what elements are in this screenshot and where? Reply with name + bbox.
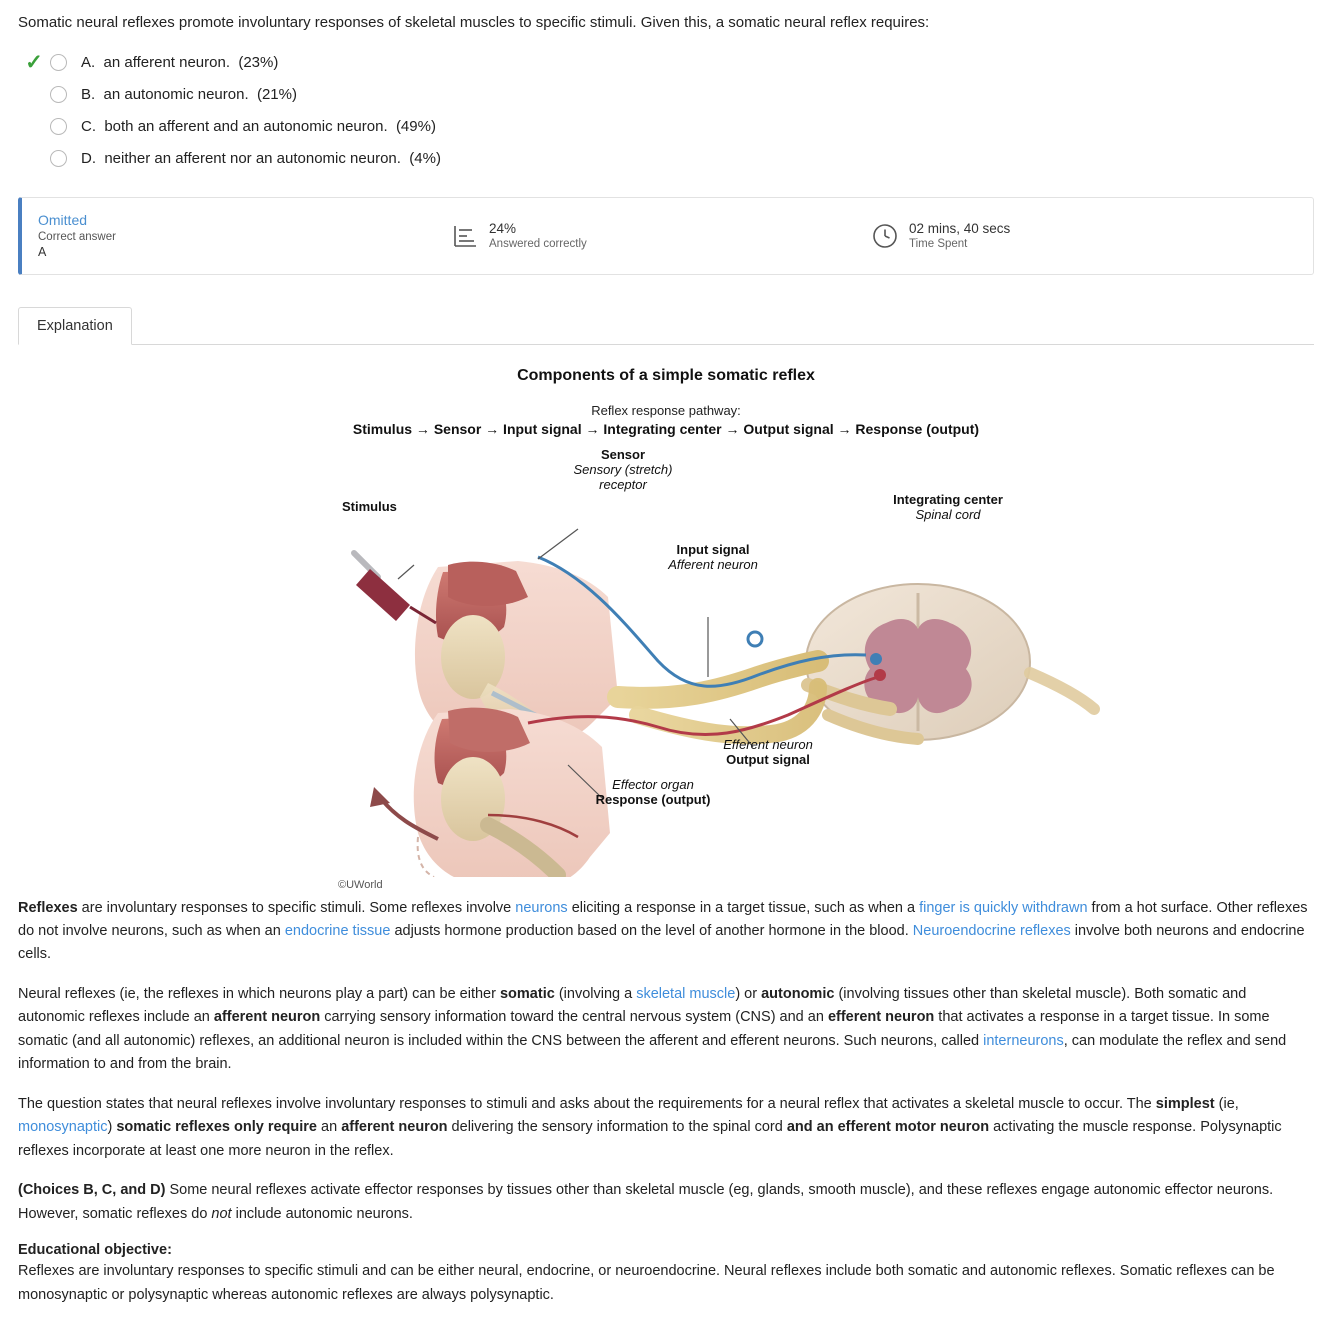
bar-chart-icon (452, 224, 478, 248)
radio-b[interactable] (50, 86, 67, 103)
choice-label-a: A. an afferent neuron. (23%) (81, 54, 279, 71)
stats-bar (18, 197, 1314, 275)
time-spent-stat (872, 221, 1010, 250)
radio-c[interactable] (50, 118, 67, 135)
educational-objective-title: Educational objective: (18, 1242, 172, 1259)
spinal-cord-illustration (806, 584, 1094, 740)
answered-correctly-value: 24% (489, 221, 517, 236)
answer-choices (18, 47, 1314, 175)
link-finger-withdrawn[interactable]: finger is quickly withdrawn (919, 899, 1088, 916)
label-output-signal: Efferent neuron Output signal (723, 736, 813, 767)
question-stem: Somatic neural reflexes promote involuntary responses of skeletal muscles to specific stimuli. Given this, a somatic neural reflex requires: (18, 14, 930, 31)
label-stimulus: Stimulus (342, 498, 397, 514)
choice-label-d: D. neither an afferent nor an autonomic neuron. (4%) (81, 150, 441, 167)
explanation-figure (18, 345, 1314, 897)
link-monosynaptic[interactable]: monosynaptic (18, 1119, 108, 1136)
choice-row-b[interactable] (18, 79, 1314, 111)
explanation-paragraph-1: Reflexes are involuntary responses to specific stimuli. Some reflexes involve neurons eliciting a response in a target tissue, such as when a finger is quickly withdrawn from a hot surface. Other reflexes do not involve neurons, such as when an endocrine tissue adjusts hormone production based on the level of another hormone in the blood. Neuroendocrine reflexes involve both neurons and endocrine cells. (18, 899, 1308, 963)
omitted-status (22, 212, 452, 259)
choice-row-a[interactable] (18, 47, 1314, 79)
choice-row-d[interactable] (18, 143, 1314, 175)
correct-check-a: ✓ (25, 51, 43, 74)
figure-title: Components of a simple somatic reflex (517, 366, 815, 384)
tab-bar (18, 303, 1314, 345)
label-input-signal: Input signal Afferent neuron (668, 541, 758, 572)
link-neurons[interactable]: neurons (515, 899, 568, 916)
choice-label-c: C. both an afferent and an autonomic neuron. (49%) (81, 118, 436, 135)
label-integrating-center: Integrating center Spinal cord (893, 491, 1003, 522)
link-endocrine-tissue[interactable]: endocrine tissue (284, 922, 391, 939)
explanation-paragraph-2: Neural reflexes (ie, the reflexes in which neurons play a part) can be either somatic (involving a skeletal muscle) or autonomic (involving tissues other than skeletal muscle). Both somatic and autonomic reflexes include an afferent neuron carrying sensory information toward the central nervous system (CNS) and an efferent neuron that activates a response in a target tissue. In some somatic (and all autonomic) reflexes, an additional neuron is included within the CNS between the afferent and efferent neurons. Such neurons, called interneurons, can modulate the reflex and send information to and from the brain. (18, 985, 1287, 1073)
figure-subtitle: Reflex response pathway: (591, 402, 741, 418)
radio-d[interactable] (50, 150, 67, 167)
tab-explanation[interactable]: Explanation (18, 307, 132, 345)
link-skeletal-muscle[interactable]: skeletal muscle (636, 985, 736, 1002)
correct-answer-label: Correct answer (38, 231, 116, 243)
correct-answer-value: A (38, 245, 47, 259)
explanation-paragraph-choices: (Choices B, C, and D) Some neural reflexes activate effector responses by tissues other than skeletal muscle (eg, glands, smooth muscle), and these reflexes engage autonomic effector neurons. However, somatic reflexes do not include autonomic neurons. (18, 1182, 1274, 1222)
link-neuroendocrine-reflexes[interactable]: Neuroendocrine reflexes (912, 922, 1071, 939)
clock-icon (872, 223, 898, 249)
figure-copyright: ©UWorld (338, 878, 383, 891)
time-spent-caption: Time Spent (909, 238, 968, 250)
time-spent-value: 02 mins, 40 secs (909, 221, 1011, 236)
figure-pathway: Stimulus → Sensor → Input signal → Integrating center → Output signal → Response (output) (352, 420, 980, 437)
answered-correctly-stat (452, 221, 872, 250)
label-sensor: Sensor Sensory (stretch) receptor (573, 446, 673, 492)
explanation-paragraph-3: The question states that neural reflexes involve involuntary responses to stimuli and asks about the requirements for a neural reflex that activates a skeletal muscle to occur. The simplest (ie, monosynaptic) somatic reflexes only require an afferent neuron delivering the sensory information to the spinal cord and an efferent motor neuron activating the muscle response. Polysynaptic reflexes incorporate at least one more neuron in the reflex. (18, 1095, 1282, 1159)
answered-correctly-caption: Answered correctly (489, 238, 587, 250)
educational-objective-body: Reflexes are involuntary responses to specific stimuli and can be either neural, endocrine, or neuroendocrine. Neural reflexes include both somatic and autonomic reflexes. Somatic reflexes can be monosynaptic or polysynaptic whereas autonomic reflexes are always polysynaptic. (18, 1263, 1275, 1303)
figure-canvas (18, 447, 1314, 877)
label-response-output: Effector organ Response (output) (595, 776, 711, 807)
choice-label-b: B. an autonomic neuron. (21%) (81, 86, 297, 103)
choice-row-c[interactable] (18, 111, 1314, 143)
omitted-title: Omitted (38, 212, 88, 228)
link-interneurons[interactable]: interneurons (983, 1032, 1064, 1049)
radio-a[interactable] (50, 54, 67, 71)
